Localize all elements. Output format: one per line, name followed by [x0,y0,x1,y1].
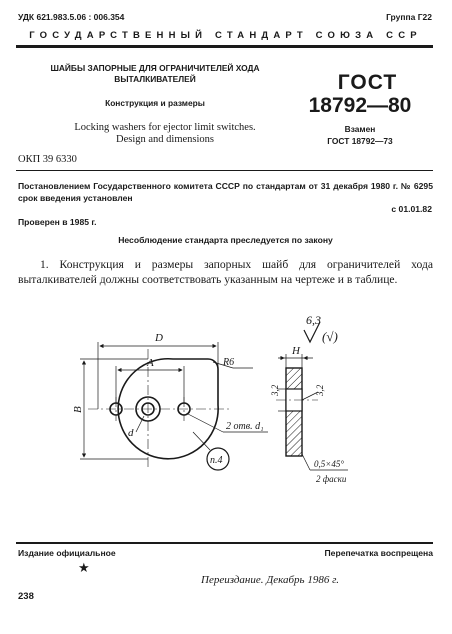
label-a: A [147,357,154,369]
title-ru-line1: ШАЙБЫ ЗАПОРНЫЕ ДЛЯ ОГРАНИЧИТЕЛЕЙ ХОДА [50,63,260,73]
standard-line: ГОСУДАРСТВЕННЫЙ СТАНДАРТ СОЮЗА ССР [29,30,422,41]
official-edition: Издание официальное [18,548,116,558]
page-number: 238 [18,591,34,602]
label-holes: 2 отв. d₁ [226,421,264,432]
reissue-note: Переиздание. Декабрь 1986 г. [201,574,339,586]
checked-text: Проверен в 1985 г. [18,217,97,227]
label-b: B [72,406,84,413]
roughness-note: (√) [322,329,338,344]
label-chamfer: 0,5×45° [314,459,344,469]
roughness-value: 6,3 [306,313,321,327]
title-construction: Конструкция и размеры [105,98,205,108]
header-rule [16,45,433,48]
replace-value: ГОСТ 18792—73 [327,136,393,146]
label-roughness-32-left: 3,2 [270,384,280,396]
title-en-line1: Locking washers for ejector limit switches. [74,122,256,133]
label-r6: R6 [223,357,235,368]
label-chamfers: 2 фаски [316,474,347,484]
effective-date: с 01.01.82 [391,204,432,214]
title-ru-line2: ВЫТАЛКИВАТЕЛЕЙ [114,74,196,84]
title-rule [16,170,433,171]
footer-rule [16,542,433,544]
title-en-line2: Design and dimensions [116,134,214,145]
paragraph-1: 1. Конструкция и размеры запорных шайб для ограничителей хода выталкивателей должны соответствовать указанным на чертеже и в таблице. [18,258,433,286]
washer-drawing [18,304,438,534]
okp-code: ОКП 39 6330 [18,154,77,165]
title-en [40,122,290,146]
label-n4: п.4 [210,455,223,466]
label-d-inner: d [128,427,134,439]
title-ru [40,63,270,85]
violation-text: Несоблюдение стандарта преследуется по закону [118,235,333,245]
label-d-outer: D [155,332,163,344]
star-icon: ★ [78,560,90,575]
replace-label: Взамен [344,124,376,134]
udk-code: УДК 621.983.5.06 : 006.354 [18,12,125,22]
gost-word: ГОСТ [337,71,398,94]
reprint-prohibited: Перепечатка воспрещена [324,548,433,558]
label-h: H [292,345,300,357]
gost-number: 18792—80 [308,94,412,117]
label-roughness-32-right: 3,2 [315,384,325,396]
washer-side-view [286,368,302,456]
group-code: Группа Г22 [386,12,432,22]
decree-text: Постановлением Государственного комитета СССР по стандартам от 31 декабря 1980 г. № 6295 срок введения установлен [18,181,433,203]
